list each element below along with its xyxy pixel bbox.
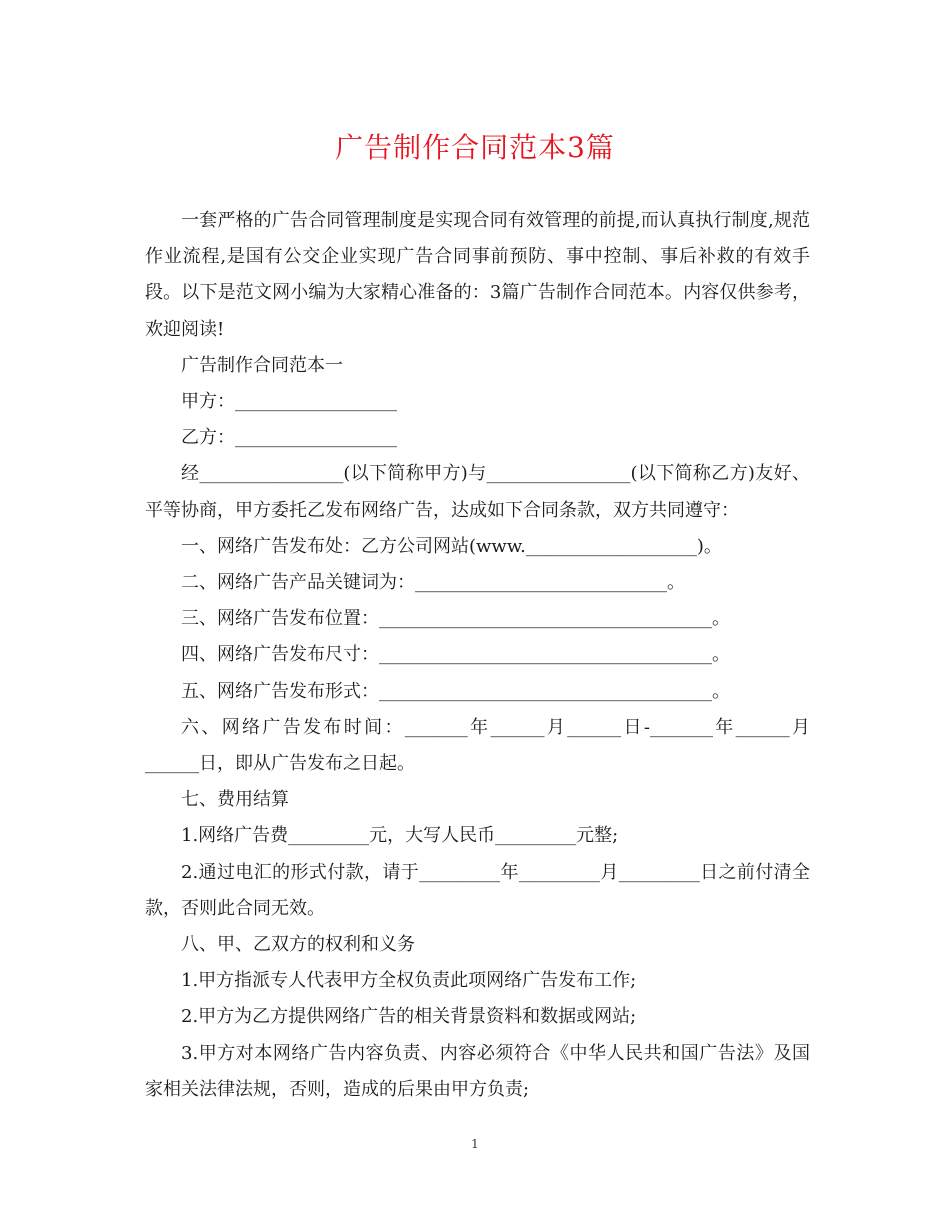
clause-6: 六、网络广告发布时间：_______年______月______日-_______年______月______日，即从广告发布之日起。 [145, 716, 810, 775]
document-body [145, 203, 810, 1108]
clause-5: 五、网络广告发布形式：_____________________________________。 [181, 680, 730, 702]
clause-4: 四、网络广告发布尺寸：_____________________________________。 [181, 644, 730, 666]
intro-paragraph: 一套严格的广告合同管理制度是实现合同有效管理的前提,而认真执行制度,规范作业流程,是国有公交企业实现广告合同事前预防、事中控制、事后补救的有效手段。以下是范文网小编为大家精心准备的：3篇广告制作合同范本。内容仅供参考，欢迎阅读! [145, 210, 810, 340]
clause-7-item-1: 1.网络广告费_________元，大写人民币_________元整; [181, 825, 619, 847]
clause-1: 一、网络广告发布处：乙方公司网站(www.___________________)。 [181, 535, 722, 557]
clause-8-item-1: 1.甲方指派专人代表甲方全权负责此项网络广告发布工作; [181, 970, 637, 992]
clause-7-item-2: 2.通过电汇的形式付款，请于_________年_________月_________日之前付清全款，否则此合同无效。 [145, 861, 810, 919]
clause-2: 二、网络广告产品关键词为：____________________________。 [181, 572, 685, 594]
document-title: 广告制作合同范本3篇 [335, 131, 615, 164]
page-number: 1 [471, 1137, 479, 1151]
party-b-line: 乙方：__________________ [181, 427, 397, 449]
party-a-line: 甲方：__________________ [181, 391, 397, 413]
clause-8-item-3: 3.甲方对本网络广告内容负责、内容必须符合《中华人民共和国广告法》及国家相关法律法规，否则，造成的后果由甲方负责; [145, 1042, 810, 1100]
agreement-paragraph: 经________________(以下简称甲方)与________________(以下简称乙方)友好、平等协商，甲方委托乙发布网络广告，达成如下合同条款，双方共同遵守： [145, 463, 810, 521]
clause-8-item-2: 2.甲方为乙方提供网络广告的相关背景资料和数据或网站; [181, 1006, 637, 1028]
clause-3: 三、网络广告发布位置：_____________________________________。 [181, 608, 730, 630]
clause-7-heading: 七、费用结算 [181, 789, 289, 811]
clause-8-heading: 八、甲、乙双方的权利和义务 [181, 934, 415, 956]
section-heading-contract-one: 广告制作合同范本一 [181, 354, 343, 376]
